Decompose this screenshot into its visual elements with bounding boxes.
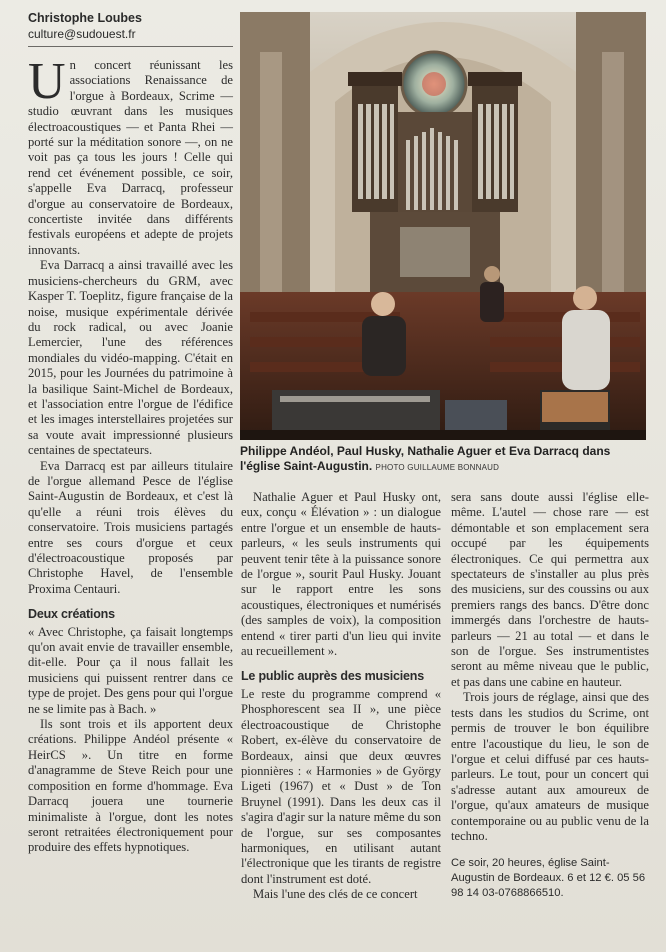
church-organ-photo: [240, 12, 646, 440]
article-column-3: [451, 490, 649, 901]
drop-cap: U: [28, 53, 66, 110]
practical-info: Ce soir, 20 heures, église Saint-Augustin de Bordeaux. 6 et 12 €. 05 56 98 14 03-0768866510.: [451, 857, 646, 900]
paragraph: Ils sont trois et ils apportent deux créations. Philippe Andéol présente « HeirCS ». Un titre en forme d'anagramme de Steve Reich pour une composition en forme d'hommage. Eva Darracq jouera une tournerie minimaliste à l'orgue, dont les notes seront retraitées électroniquement pour produire des effets hypnotiques.: [28, 717, 233, 855]
photo-illustration: [240, 12, 646, 440]
article-column-2: [241, 490, 441, 903]
paragraph: Eva Darracq est par ailleurs titulaire de l'orgue allemand Pesce de l'église Saint-Augustin de Bordeaux, et c'est là qu'elle a réuni trois élèves du conservatoire. Trois musiciens partagés entre ses cours d'orgue et ceux d'électroacoustique proposés par Christophe Havel, de l'ensemble Proxima Centauri.: [28, 458, 233, 596]
paragraph: Trois jours de réglage, ainsi que des tests dans les studios du Scrime, ont permis de trouver le bon équilibre entre l'acoustique du lieu, le son de l'orgue et celui diffusé par ces hauts-parleurs. Le tout, pour un concert qui s'adresse autant aux amoureux de l'orgue, qu'aux amateurs de musique contemporaine ou au public venu de la techno.: [451, 690, 649, 843]
paragraph: sera sans doute aussi l'église elle-même. L'autel — chose rare — est démontable et son emplacement sera occupé par les équipements électroniques. Ce qui permettra aux spectateurs de s'installer au plus près des musiciens, sur des coussins ou aux premiers rangs des bancs. D'être donc immergés dans l'orchestre de hauts-parleurs — 21 au total — et dans le son de l'orgue. Ses instrumentistes seront au même niveau que le public, et pas dans une cabine en hauteur.: [451, 490, 649, 689]
lead-paragraph: [28, 53, 233, 258]
paragraph: Mais l'une des clés de ce concert: [253, 887, 418, 902]
paragraph: Le reste du programme comprend « Phosphorescent sea II », une pièce électroacoustique de Christophe Robert, ex-élève du conservatoire de Bordeaux, ainsi que deux œuvres pionnières : « Harmonies » de György Ligeti (1967) et « Dust » de Ton Bruynel (1991). Dans les deux cas il s'agira d'agir sur la nature même du son de l'orgue, sur ses composantes harmoniques, en utilisant autant l'électronique que les tirants de registre dont l'instrument est doté.: [241, 686, 441, 886]
byline-divider: [28, 46, 233, 47]
author-email: culture@sudouest.fr: [28, 27, 136, 41]
section-subhead: Le public auprès des musiciens: [241, 669, 424, 684]
section-subhead: Deux créations: [28, 607, 115, 622]
paragraph: « Avec Christophe, ça faisait longtemps qu'on avait envie de travailler ensemble, dit-elle. Pour ça il nous fallait les musiciens qui puissent rentrer dans ce type de projet. Des gens pour qui l'orgue ne se limite pas à Bach. »: [28, 624, 233, 716]
photo-caption: [240, 444, 650, 475]
article-column-1: [28, 53, 233, 856]
photo-credit: PHOTO GUILLAUME BONNAUD: [375, 463, 500, 472]
paragraph: Eva Darracq a ainsi travaillé avec les musiciens-chercheurs du GRM, avec Kasper T. Toeplitz, figure française de la noise, musique expérimentale dérivée du rock radical, ou avec Joanie Lemercier, l'une des références mondiales du vidéo-mapping. C'était en 2015, pour les Journées du patrimoine à la basilique Saint-Michel de Bordeaux, et l'association entre l'orgue de l'édifice et les images interstellaires projetées sur sa voute avait impressionné plusieurs centaines de spectateurs.: [28, 258, 233, 458]
author-name: Christophe Loubes: [28, 11, 142, 25]
lead-text: n concert réunissant les associations Renaissance de l'orgue à Bordeaux, Scrime — studio œuvrant dans les musiques électroacoustiques — et Panta Rhei — porté sur la méditation sonore —, on ne voit pas ça tous les jours ! Celle qui rend cet événement possible, ce soir, s'appelle Eva Darracq, professeur d'orgue au conservatoire de Bordeaux, concertiste invitée dans différents festivals européens et adepte de projets innovants.: [28, 58, 233, 257]
byline: [28, 10, 238, 42]
paragraph: Nathalie Aguer et Paul Husky ont, eux, conçu « Élévation » : un dialogue entre l'orgue et un ensemble de hauts-parleurs, « les seuls instruments qui peuvent tenir tête à la puissance sonore de l'orgue », sourit Paul Husky. Jouant sur le rapport entre les sons acoustiques, électroniques et numérisés (des samples de voix), la composition entend « tirer parti d'un lieu qui invite au recueillement ».: [241, 490, 441, 659]
caption-text: Philippe Andéol, Paul Husky, Nathalie Aguer et Eva Darracq dans l'église Saint-Augustin.: [240, 444, 611, 473]
